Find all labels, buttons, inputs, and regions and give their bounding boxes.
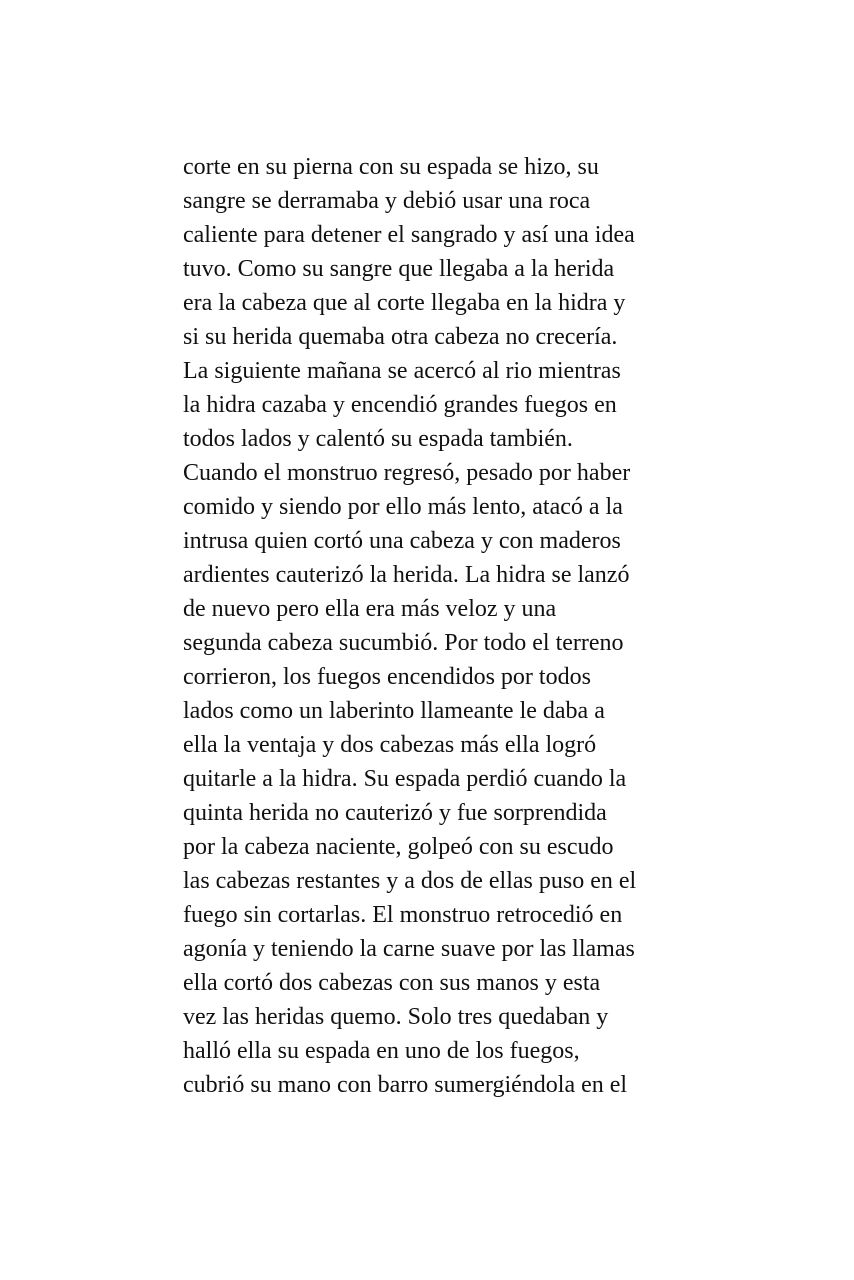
text-line: ardientes cauterizó la herida. La hidra se lanzó [183, 562, 630, 588]
text-line: si su herida quemaba otra cabeza no crecería. [183, 324, 618, 350]
text-line: halló ella su espada en uno de los fuegos, [183, 1038, 580, 1064]
text-line: comido y siendo por ello más lento, atacó a la [183, 494, 623, 520]
text-line: fuego sin cortarlas. El monstruo retrocedió en [183, 902, 623, 928]
text-line: tuvo. Como su sangre que llegaba a la herida [183, 256, 615, 282]
text-line: ella cortó dos cabezas con sus manos y esta [183, 970, 601, 996]
text-line: por la cabeza naciente, golpeó con su escudo [183, 834, 614, 860]
text-line: de nuevo pero ella era más veloz y una [183, 596, 557, 622]
text-line: Cuando el monstruo regresó, pesado por haber [183, 460, 631, 486]
text-line: lados como un laberinto llameante le daba a [183, 698, 605, 724]
body-text [183, 150, 683, 1102]
text-line: intrusa quien cortó una cabeza y con maderos [183, 528, 621, 554]
text-line: La siguiente mañana se acercó al rio mientras [183, 358, 621, 384]
text-line: caliente para detener el sangrado y así una idea [183, 222, 635, 248]
text-line: agonía y teniendo la carne suave por las llamas [183, 936, 635, 962]
text-line: quitarle a la hidra. Su espada perdió cuando la [183, 766, 627, 792]
text-line: todos lados y calentó su espada también. [183, 426, 573, 452]
text-line: la hidra cazaba y encendió grandes fuegos en [183, 392, 617, 418]
text-line: vez las heridas quemo. Solo tres quedaban y [183, 1004, 609, 1030]
text-line: corte en su pierna con su espada se hizo, su [183, 154, 599, 180]
text-line: las cabezas restantes y a dos de ellas puso en el [183, 868, 637, 894]
text-line: quinta herida no cauterizó y fue sorprendida [183, 800, 607, 826]
text-line: cubrió su mano con barro sumergiéndola en el [183, 1072, 628, 1098]
text-line: sangre se derramaba y debió usar una roca [183, 188, 591, 214]
text-line: corrieron, los fuegos encendidos por todos [183, 664, 591, 690]
text-line: era la cabeza que al corte llegaba en la hidra y [183, 290, 626, 316]
text-line: ella la ventaja y dos cabezas más ella logró [183, 732, 597, 758]
text-line: segunda cabeza sucumbió. Por todo el terreno [183, 630, 624, 656]
